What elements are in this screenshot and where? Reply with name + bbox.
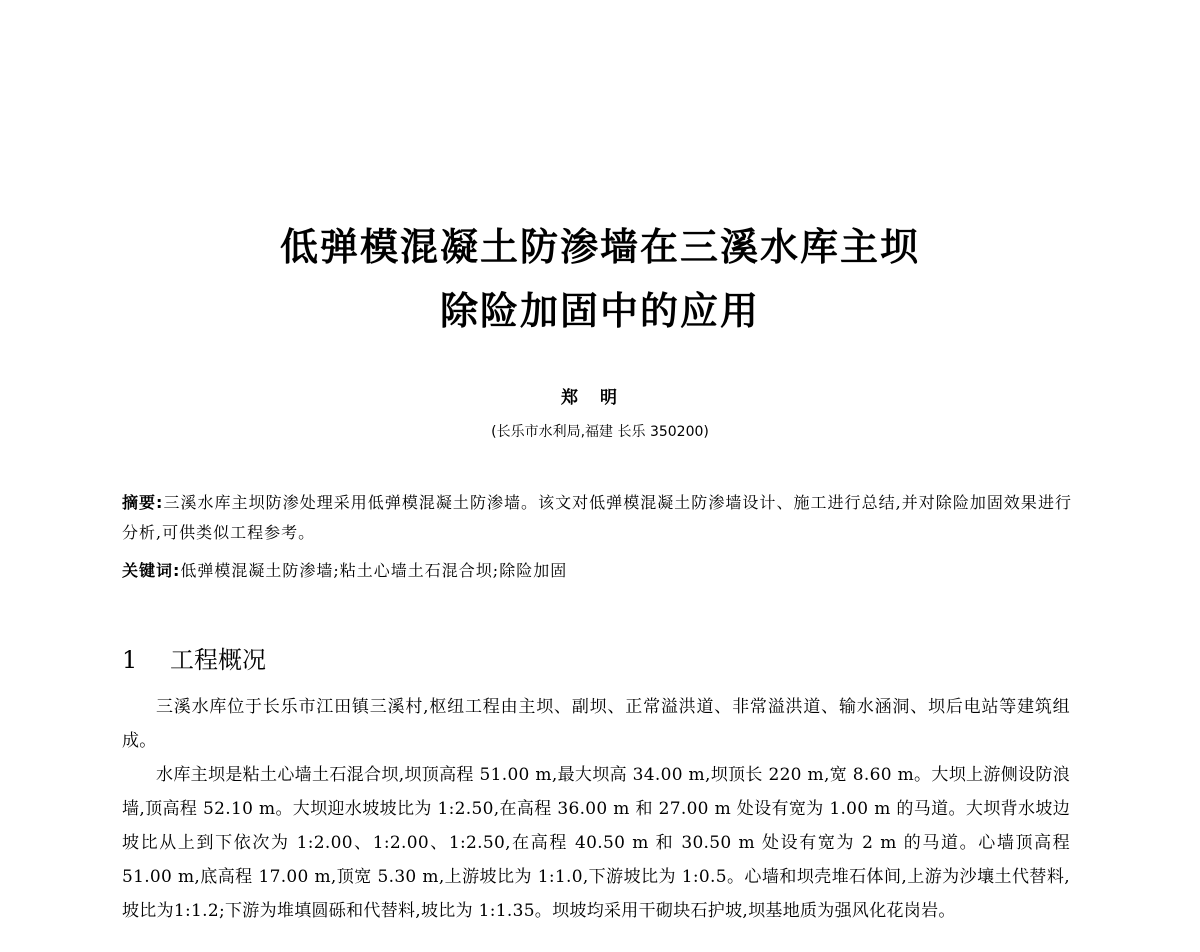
keywords-label: 关键词: xyxy=(122,561,181,580)
body-paragraph: 水库主坝是粘土心墙土石混合坝,坝顶高程 51.00 m,最大坝高 34.00 m,坝顶长 220 m,宽 8.60 m。大坝上游侧设防浪墙,顶高程 52.10 m。大坝迎水坡坡比为 1:2.50,在高程 36.00 m 和 27.00 m 处设有宽为 1.00 m 的马道。大坝背水坡边坡比从上到下依次为 1:2.00、1:2.00、1:2.50,在高程 40.50 m 和 30.50 m 处设有宽为 2 m 的马道。心墙顶高程 51.00 m,底高程 17.00 m,顶宽 5.30 m,上游坡比为 1:1.0,下游坡比为 1:0.5。心墙和坝壳堆石体间,上游为沙壤土代替料,坡比为1:1.2;下游为堆填圆砾和代替料,坡比为 1:1.35。坝坡均采用干砌块石护坡,坝基地质为强风化花岗岩。 xyxy=(122,765,1070,921)
title-line-2: 除险加固中的应用 xyxy=(439,289,760,333)
abstract-text: 三溪水库主坝防渗处理采用低弹模混凝土防渗墙。该文对低弹模混凝土防渗墙设计、施工进行总结,并对除险加固效果进行分析,可供类似工程参考。 xyxy=(122,493,1072,542)
author-name: 郑明 xyxy=(561,388,639,408)
abstract-label: 摘要: xyxy=(122,493,164,512)
section-title: 工程概况 xyxy=(170,646,266,674)
section-heading xyxy=(122,640,266,675)
section-number: 1 xyxy=(122,646,138,674)
keywords xyxy=(122,556,1072,586)
keywords-text: 低弹模混凝土防渗墙;粘土心墙土石混合坝;除险加固 xyxy=(180,561,568,580)
author-affiliation: (长乐市水利局,福建 长乐 350200) xyxy=(491,424,709,440)
title-line-1: 低弹模混凝土防渗墙在三溪水库主坝 xyxy=(279,225,920,269)
abstract xyxy=(122,488,1072,548)
body-text xyxy=(122,690,1070,928)
body-paragraph: 三溪水库位于长乐市江田镇三溪村,枢纽工程由主坝、副坝、正常溢洪道、非常溢洪道、输水涵洞、坝后电站等建筑组成。 xyxy=(122,697,1070,751)
